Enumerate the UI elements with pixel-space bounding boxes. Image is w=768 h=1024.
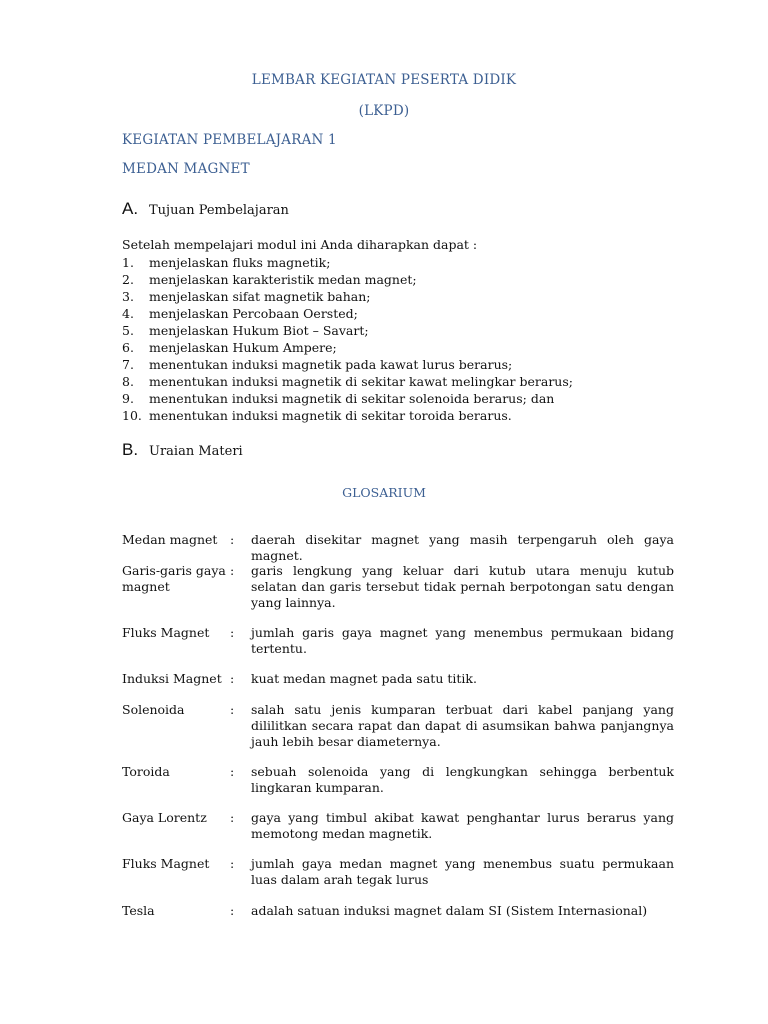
glossary-row bbox=[122, 625, 674, 657]
glossary-definition: salah satu jenis kumparan terbuat dari kabel panjang yang dililitkan secara rapat dan dapat di asumsikan bahwa panjangnya jauh lebih besar diameternya. bbox=[251, 702, 674, 749]
section-a-label: Tujuan Pembelajaran bbox=[149, 203, 289, 218]
glossary-row bbox=[122, 856, 674, 888]
list-item bbox=[122, 254, 573, 271]
glossary-colon: : bbox=[230, 625, 235, 640]
glossary-term: Gaya Lorentz bbox=[122, 810, 207, 825]
objectives-list bbox=[122, 254, 573, 424]
glossary-definition: gaya yang timbul akibat kawat penghantar lurus berarus yang memotong medan magnetik. bbox=[251, 810, 674, 841]
glossary-definition: jumlah gaya medan magnet yang menembus suatu permukaan luas dalam arah tegak lurus bbox=[251, 856, 674, 887]
section-b-heading bbox=[122, 440, 243, 460]
glossary-row bbox=[122, 903, 674, 919]
list-item bbox=[122, 288, 573, 305]
glossary-term: Tesla bbox=[122, 903, 155, 918]
list-item-number: 1. bbox=[122, 255, 134, 270]
list-item-text: menjelaskan Hukum Biot – Savart; bbox=[149, 323, 369, 338]
document-subtitle: (LKPD) bbox=[358, 103, 410, 119]
list-item-text: menentukan induksi magnetik di sekitar kawat melingkar berarus; bbox=[149, 374, 573, 389]
list-item-text: menentukan induksi magnetik pada kawat lurus berarus; bbox=[149, 357, 513, 372]
list-item-number: 2. bbox=[122, 272, 134, 287]
list-item bbox=[122, 356, 573, 373]
glossary-colon: : bbox=[230, 532, 235, 547]
list-item-number: 5. bbox=[122, 323, 134, 338]
list-item-number: 3. bbox=[122, 289, 134, 304]
glossary-definition: daerah disekitar magnet yang masih terpengaruh oleh gaya magnet. bbox=[251, 532, 674, 563]
list-item-number: 6. bbox=[122, 340, 134, 355]
glossary-title: GLOSARIUM bbox=[342, 485, 426, 500]
list-item-text: menentukan induksi magnetik di sekitar solenoida berarus; dan bbox=[149, 391, 555, 406]
topic-heading: MEDAN MAGNET bbox=[122, 161, 250, 177]
glossary-colon: : bbox=[230, 563, 235, 578]
glossary-term: Garis-garis gaya magnet bbox=[122, 563, 226, 594]
objectives-intro: Setelah mempelajari modul ini Anda diharapkan dapat : bbox=[122, 237, 478, 252]
list-item bbox=[122, 322, 573, 339]
glossary-definition: garis lengkung yang keluar dari kutub utara menuju kutub selatan dan garis tersebut tidak pernah berpotongan satu dengan yang lainnya. bbox=[251, 563, 674, 610]
list-item bbox=[122, 271, 573, 288]
glossary-term: Solenoida bbox=[122, 702, 185, 717]
glossary-colon: : bbox=[230, 856, 235, 871]
glossary-definition: kuat medan magnet pada satu titik. bbox=[251, 671, 477, 686]
glossary-row bbox=[122, 764, 674, 796]
list-item-number: 9. bbox=[122, 391, 134, 406]
list-item-number: 10. bbox=[122, 408, 142, 423]
glossary-colon: : bbox=[230, 702, 235, 717]
glossary-term: Medan magnet bbox=[122, 532, 218, 547]
glossary-definition: sebuah solenoida yang di lengkungkan sehingga berbentuk lingkaran kumparan. bbox=[251, 764, 674, 795]
list-item-text: menjelaskan Percobaan Oersted; bbox=[149, 306, 358, 321]
document-title: LEMBAR KEGIATAN PESERTA DIDIK bbox=[251, 72, 517, 88]
glossary-definition: adalah satuan induksi magnet dalam SI (Sistem Internasional) bbox=[251, 903, 648, 918]
list-item bbox=[122, 305, 573, 322]
glossary-colon: : bbox=[230, 903, 235, 918]
section-b-letter: B. bbox=[122, 440, 139, 459]
list-item-text: menjelaskan fluks magnetik; bbox=[149, 255, 331, 270]
glossary-row bbox=[122, 810, 674, 842]
list-item bbox=[122, 407, 573, 424]
list-item-number: 7. bbox=[122, 357, 134, 372]
list-item bbox=[122, 373, 573, 390]
glossary-term: Fluks Magnet bbox=[122, 625, 210, 640]
activity-heading: KEGIATAN PEMBELAJARAN 1 bbox=[122, 132, 337, 148]
list-item-number: 4. bbox=[122, 306, 134, 321]
glossary-definition: jumlah garis gaya magnet yang menembus permukaan bidang tertentu. bbox=[251, 625, 674, 656]
list-item-text: menjelaskan sifat magnetik bahan; bbox=[149, 289, 371, 304]
list-item-number: 8. bbox=[122, 374, 134, 389]
list-item-text: menjelaskan Hukum Ampere; bbox=[149, 340, 337, 355]
glossary-term: Fluks Magnet bbox=[122, 856, 210, 871]
glossary-row bbox=[122, 671, 674, 687]
list-item bbox=[122, 390, 573, 407]
glossary-row bbox=[122, 702, 674, 750]
glossary-term: Toroida bbox=[122, 764, 170, 779]
list-item bbox=[122, 339, 573, 356]
glossary-row bbox=[122, 532, 674, 564]
section-b-label: Uraian Materi bbox=[149, 444, 243, 459]
list-item-text: menjelaskan karakteristik medan magnet; bbox=[149, 272, 417, 287]
glossary-colon: : bbox=[230, 671, 235, 686]
section-a-letter: A. bbox=[122, 199, 139, 218]
glossary-colon: : bbox=[230, 764, 235, 779]
glossary-colon: : bbox=[230, 810, 235, 825]
glossary-term: Induksi Magnet bbox=[122, 671, 222, 686]
section-a-heading bbox=[122, 199, 289, 219]
list-item-text: menentukan induksi magnetik di sekitar toroida berarus. bbox=[149, 408, 512, 423]
glossary-row bbox=[122, 563, 674, 611]
